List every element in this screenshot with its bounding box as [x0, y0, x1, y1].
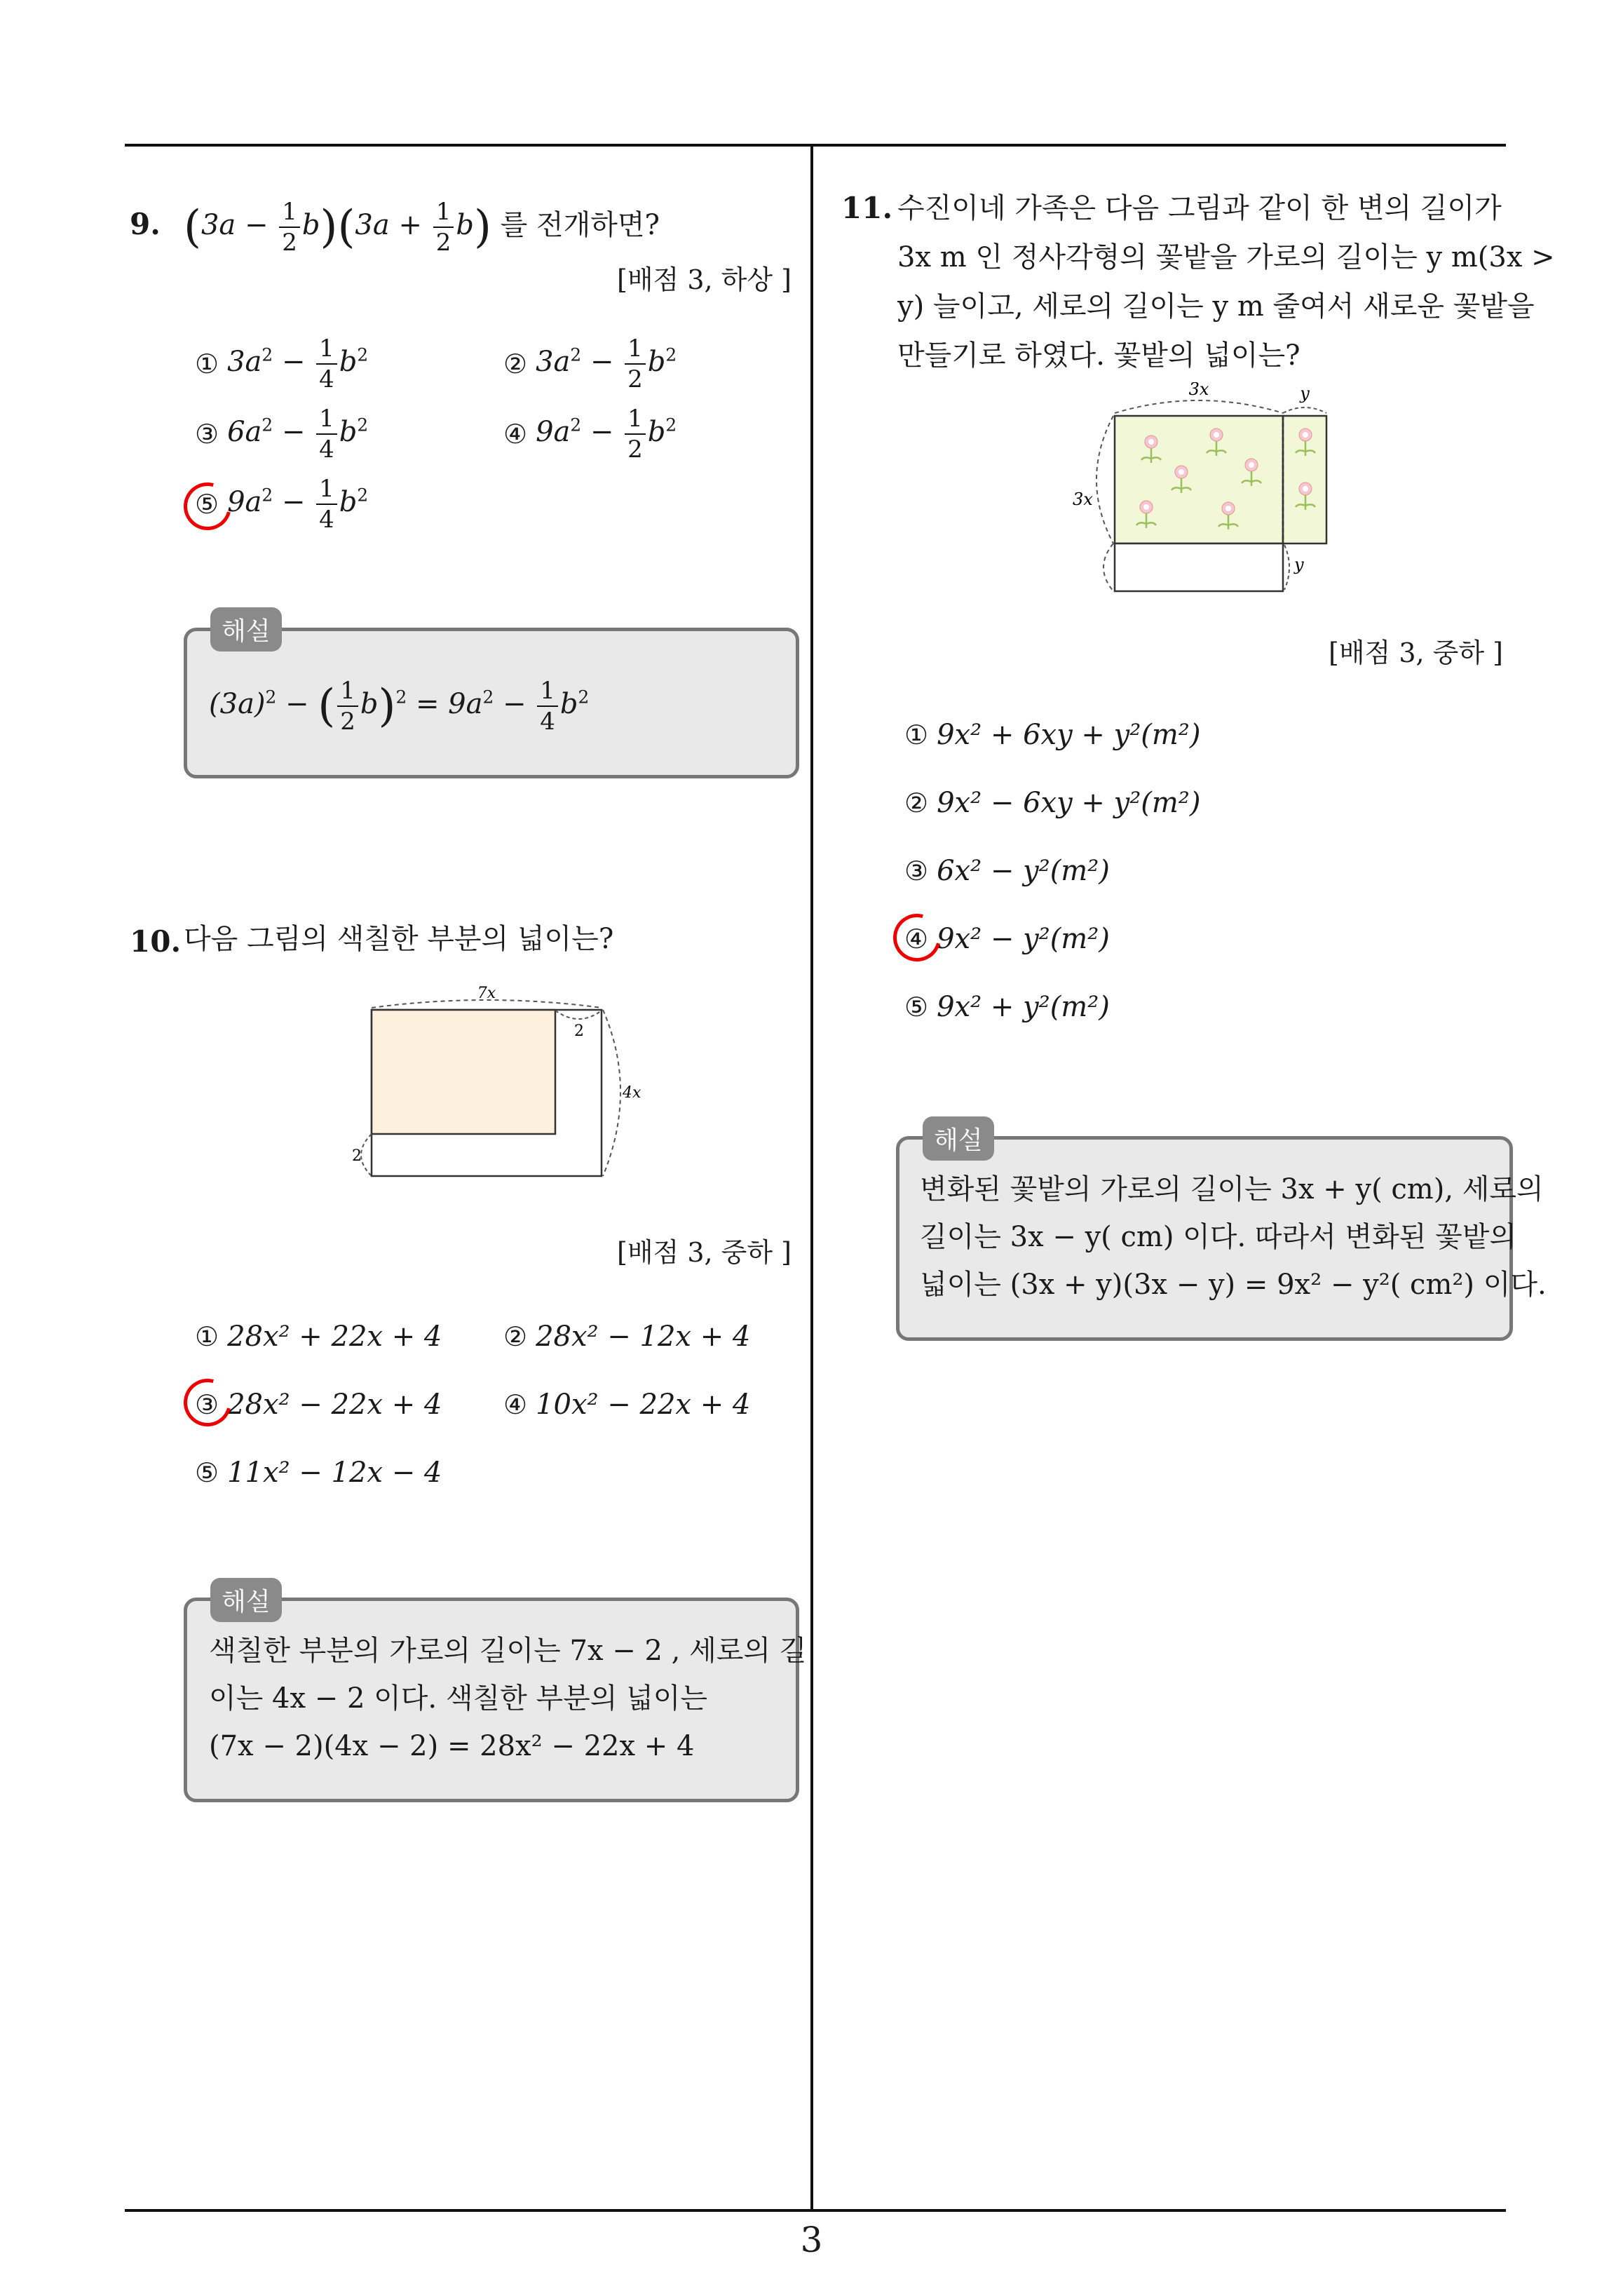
- choice-expr: 28x² + 22x + 4: [227, 1321, 442, 1353]
- top-rule: [125, 144, 1506, 147]
- choice-expr: 9x² + y²(m²): [937, 991, 1110, 1023]
- q11-line-3: y) 늘이고, 세로의 길이는 y m 줄여서 새로운 꽃밭을: [897, 290, 1535, 323]
- choice-expr: 6x² − y²(m²): [937, 855, 1110, 887]
- q9-solution-tab: 해설: [210, 607, 282, 651]
- choice-mark: ④: [904, 924, 929, 954]
- q11-choice-3[interactable]: [904, 855, 1110, 887]
- garden-square: [1115, 416, 1283, 543]
- label-4x: 4x: [623, 1084, 641, 1102]
- q11-figure: [1073, 382, 1346, 593]
- top-dimension-arc: [1115, 400, 1283, 413]
- choice-mark: ②: [904, 788, 929, 818]
- label-y-top: y: [1300, 384, 1310, 403]
- q9-choice-3[interactable]: ③ $6a^2$ − $\frac{1}{4}$ $b^2$: [195, 405, 369, 464]
- q10-answer-mark: [175, 1370, 240, 1436]
- q11-solution-line-2: 길이는 3x − y( cm) 이다. 따라서 변화된 꽃밭의: [920, 1221, 1517, 1253]
- label-y-bottom: y: [1294, 555, 1304, 574]
- q11-line-4: 만들기로 하였다. 꽃밭의 넓이는?: [897, 339, 1301, 372]
- label-3x-top: 3x: [1188, 382, 1209, 399]
- label-7x: 7x: [477, 985, 496, 1002]
- q10-meta: [배점 3, 중하 ]: [617, 1237, 792, 1268]
- page-number: 3: [800, 2220, 823, 2260]
- choice-expr: 28x² − 22x + 4: [227, 1389, 442, 1421]
- left-lower-arc: [1103, 543, 1113, 591]
- choice-mark: ④: [503, 1389, 528, 1420]
- choice-expr: 9x² + 6xy + y²(m²): [937, 719, 1201, 751]
- choice-mark: ①: [195, 1321, 219, 1352]
- q9-tail: 를 전개하면?: [500, 209, 660, 241]
- q9-choice-4[interactable]: ④ $9a^2$ − $\frac{1}{2}$ $b^2$: [503, 405, 677, 464]
- choice-expr: 9x² − y²(m²): [937, 923, 1110, 955]
- choice-mark: ③: [195, 1389, 219, 1420]
- choice-mark: ⑤: [195, 1457, 219, 1488]
- shaded-rectangle: [372, 1010, 555, 1134]
- q10-question: 다음 그림의 색칠한 부분의 넓이는?: [184, 923, 614, 955]
- q9-choice-1[interactable]: ① $3a^2$ − $\frac{1}{4}$ $b^2$: [195, 335, 369, 393]
- left-small-arc: [361, 1134, 372, 1176]
- q11-solution-line-3: 넓이는 (3x + y)(3x − y) = 9x² − y²( cm²) 이다.: [920, 1269, 1547, 1301]
- choice-mark: ①: [904, 720, 929, 750]
- choice-mark: ①: [195, 349, 219, 379]
- left-dimension-arc: [1096, 416, 1113, 543]
- choice-mark: ⑤: [195, 489, 219, 520]
- q10-solution-line-1: 색칠한 부분의 가로의 길이는 7x − 2 , 세로의 길: [209, 1635, 807, 1667]
- q10-solution-tab: 해설: [210, 1578, 282, 1622]
- q11-choice-1[interactable]: [904, 719, 1200, 751]
- choice-expr: 11x² − 12x − 4: [227, 1457, 442, 1489]
- q10-choice-4[interactable]: [503, 1389, 750, 1421]
- label-2-right: 2: [574, 1022, 584, 1040]
- q10-number: 10.: [130, 924, 182, 959]
- removed-strip: [1115, 543, 1283, 591]
- top-right-arc: [1283, 407, 1326, 413]
- choice-mark: ③: [195, 419, 219, 450]
- q11-number: 11.: [841, 191, 893, 225]
- q11-line-2: 3x m 인 정사각형의 꽃밭을 가로의 길이는 y m(3x >: [897, 241, 1555, 274]
- q11-answer-mark: [885, 905, 950, 971]
- choice-expr: 9x² − 6xy + y²(m²): [937, 787, 1201, 819]
- q11-choice-5[interactable]: [904, 991, 1110, 1023]
- q10-solution-line-2: 이는 4x − 2 이다. 색칠한 부분의 넓이는: [209, 1682, 708, 1715]
- choice-expr: 10x² − 22x + 4: [536, 1389, 751, 1421]
- bottom-rule: [125, 2209, 1506, 2212]
- choice-mark: ②: [503, 1321, 528, 1352]
- q10-figure: [344, 985, 652, 1196]
- label-3x-left: 3x: [1073, 489, 1093, 509]
- q9-solution-text: $(3a)^2$ − ( $\frac{1}{2}$ $b)^2 = 9a^2$ − $\frac{1}{4}$ $b^2$: [209, 677, 590, 736]
- right-dimension-arc: [603, 1010, 620, 1176]
- q11-line-1: 수진이네 가족은 다음 그림과 같이 한 변의 길이가: [897, 192, 1502, 224]
- q10-choice-2[interactable]: [503, 1321, 750, 1353]
- q9-number: 9.: [130, 207, 161, 241]
- q10-choice-5[interactable]: [195, 1457, 442, 1489]
- label-2-left: 2: [352, 1147, 362, 1165]
- q9-choice-5[interactable]: ⑤ $9a^2$ − $\frac{1}{4}$ $b^2$: [195, 475, 369, 534]
- q11-meta: [배점 3, 중하 ]: [1329, 637, 1503, 668]
- bottom-right-arc: [1284, 545, 1289, 590]
- q9-meta: [배점 3, 하상 ]: [617, 264, 792, 295]
- choice-mark: ⑤: [904, 992, 929, 1022]
- q10-choice-3[interactable]: [195, 1389, 442, 1421]
- q11-solution-line-1: 변화된 꽃밭의 가로의 길이는 3x + y( cm), 세로의: [920, 1173, 1544, 1206]
- choice-expr: 28x² − 12x + 4: [536, 1321, 751, 1353]
- choice-mark: ③: [904, 856, 929, 886]
- choice-mark: ④: [503, 419, 528, 450]
- q10-solution-line-3: (7x − 2)(4x − 2) = 28x² − 22x + 4: [209, 1730, 695, 1762]
- q10-choice-1[interactable]: [195, 1321, 442, 1353]
- q9-expression: (3a − $\frac{1}{2}$ b)(3a + $\frac{1}{2}$ b) 를 전개하면?: [184, 198, 660, 257]
- q11-solution-tab: 해설: [923, 1116, 994, 1161]
- column-divider: [810, 144, 813, 2210]
- q9-choice-2[interactable]: ② $3a^2$ − $\frac{1}{2}$ $b^2$: [503, 335, 677, 393]
- q11-choice-2[interactable]: [904, 787, 1200, 819]
- choice-mark: ②: [503, 349, 528, 379]
